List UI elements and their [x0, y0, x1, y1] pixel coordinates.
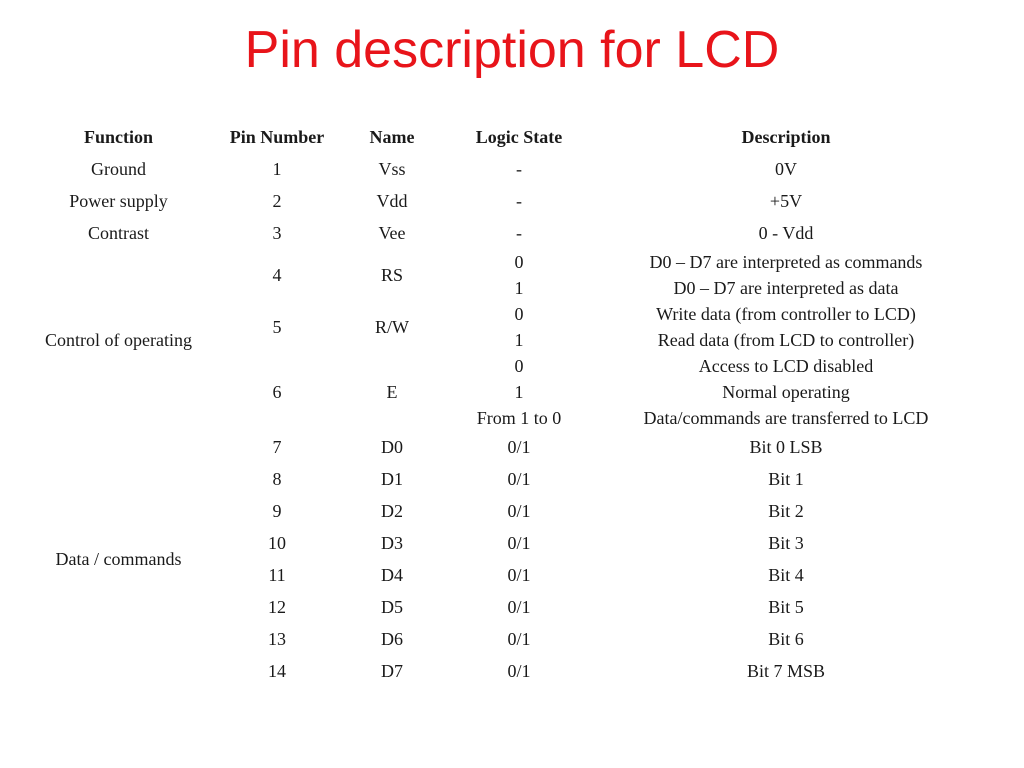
- pin-name-cell: D6: [381, 628, 403, 649]
- description-cell: Bit 7 MSB: [746, 660, 826, 681]
- function-cell-data: Data / commands: [55, 548, 182, 569]
- function-cell-control: Control of operating: [45, 329, 192, 350]
- description-cell: Bit 3: [768, 532, 804, 553]
- header-description: Description: [741, 126, 831, 147]
- logic-state-cell: -: [516, 190, 522, 211]
- pin-name-cell: D1: [381, 468, 403, 489]
- pin-number-cell: 2: [272, 190, 282, 211]
- logic-state-cell: 1: [514, 381, 524, 402]
- description-cell: Normal operating: [722, 381, 850, 402]
- logic-state-cell: 0/1: [507, 436, 531, 457]
- logic-state-cell: 0/1: [507, 596, 531, 617]
- pin-name-cell: RS: [380, 264, 404, 285]
- pin-number-cell: 10: [268, 532, 286, 553]
- logic-state-cell: 0: [514, 355, 524, 376]
- header-function: Function: [83, 126, 153, 147]
- description-cell: Access to LCD disabled: [698, 355, 874, 376]
- description-cell: Bit 4: [768, 564, 804, 585]
- description-cell: Read data (from LCD to controller): [657, 329, 915, 350]
- description-cell: Bit 1: [768, 468, 804, 489]
- pin-name-cell: D3: [381, 532, 403, 553]
- header-pin-number: Pin Number: [229, 126, 325, 147]
- description-cell: Bit 0 LSB: [749, 436, 823, 457]
- table-header-row: [26, 121, 975, 153]
- pin-name-cell: D0: [381, 436, 403, 457]
- description-cell: 0 - Vdd: [758, 222, 814, 243]
- pin-name-cell: R/W: [375, 316, 409, 337]
- logic-state-cell: 1: [514, 277, 524, 298]
- pin-number-cell: 1: [272, 158, 282, 179]
- logic-state-cell: -: [516, 222, 522, 243]
- pin-name-cell: D7: [381, 660, 403, 681]
- logic-state-cell: 0/1: [507, 564, 531, 585]
- description-cell: D0 – D7 are interpreted as commands: [649, 251, 923, 272]
- pin-name-cell: Vee: [378, 222, 406, 243]
- function-cell: Power supply: [69, 190, 168, 211]
- pin-number-cell: 4: [272, 264, 282, 285]
- table-row: [26, 431, 975, 463]
- pin-number-cell: 8: [272, 468, 282, 489]
- description-cell: +5V: [769, 190, 803, 211]
- logic-state-cell: 0/1: [507, 500, 531, 521]
- pin-description-table: [26, 121, 975, 687]
- description-cell: Bit 5: [768, 596, 804, 617]
- table-row: [26, 185, 975, 217]
- pin-number-cell: 11: [268, 564, 286, 585]
- description-cell: D0 – D7 are interpreted as data: [673, 277, 899, 298]
- pin-number-cell: 13: [268, 628, 286, 649]
- description-cell: 0V: [775, 158, 797, 179]
- pin-name-cell: Vss: [378, 158, 406, 179]
- pin-name-cell: D5: [381, 596, 403, 617]
- description-cell: Bit 2: [768, 500, 804, 521]
- function-cell: Contrast: [88, 222, 149, 243]
- pin-name-cell: Vdd: [376, 190, 408, 211]
- pin-number-cell: 14: [268, 660, 286, 681]
- logic-state-cell: 0/1: [507, 628, 531, 649]
- pin-number-cell: 12: [268, 596, 286, 617]
- logic-state-cell: 0: [514, 303, 524, 324]
- pin-number-cell: 9: [272, 500, 282, 521]
- pin-name-cell: D2: [381, 500, 403, 521]
- table-row: [26, 217, 975, 249]
- description-cell: Bit 6: [768, 628, 804, 649]
- pin-name-cell: E: [386, 381, 398, 402]
- pin-number-cell: 7: [272, 436, 282, 457]
- logic-state-cell: 0/1: [507, 660, 531, 681]
- table-row: [26, 153, 975, 185]
- description-cell: Data/commands are transferred to LCD: [643, 407, 929, 428]
- logic-state-cell: 0: [514, 251, 524, 272]
- header-logic-state: Logic State: [475, 126, 563, 147]
- header-name: Name: [369, 126, 415, 147]
- table-row: [26, 249, 975, 275]
- pin-name-cell: D4: [381, 564, 403, 585]
- slide-title: Pin description for LCD: [244, 21, 780, 79]
- logic-state-cell: 0/1: [507, 468, 531, 489]
- logic-state-cell: 1: [514, 329, 524, 350]
- logic-state-cell: -: [516, 158, 522, 179]
- pin-number-cell: 5: [272, 316, 282, 337]
- description-cell: Write data (from controller to LCD): [656, 303, 916, 324]
- logic-state-cell: From 1 to 0: [476, 407, 562, 428]
- pin-number-cell: 3: [272, 222, 282, 243]
- function-cell: Ground: [91, 158, 146, 179]
- logic-state-cell: 0/1: [507, 532, 531, 553]
- pin-number-cell: 6: [272, 381, 282, 402]
